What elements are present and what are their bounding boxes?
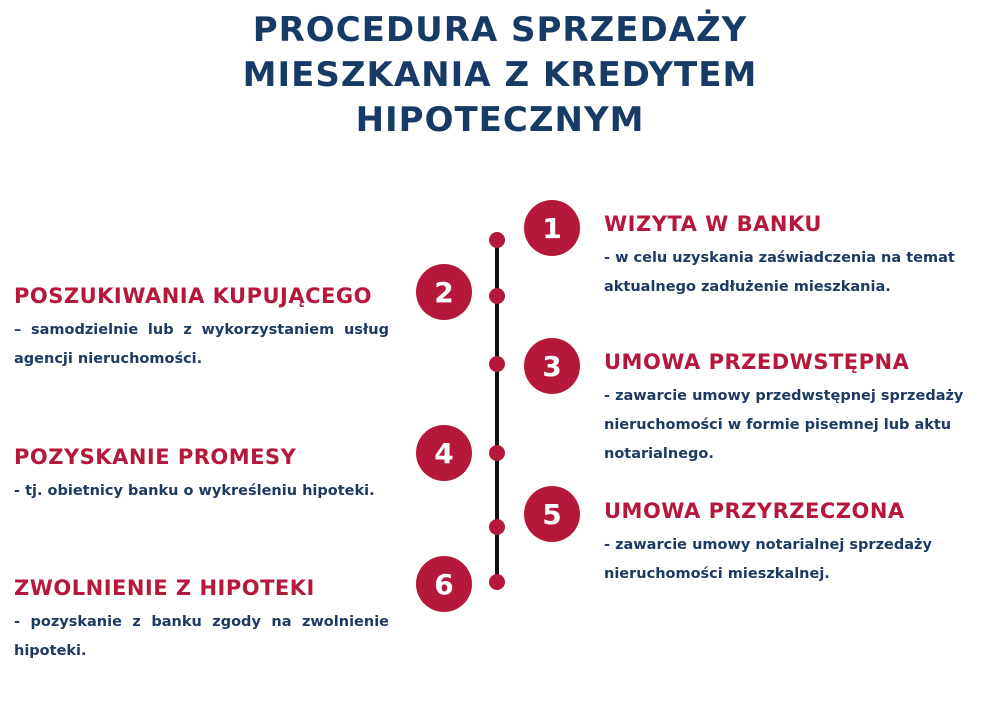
step-6 <box>14 574 389 666</box>
step-5-title: UMOWA PRZYRZECZONA <box>604 499 905 523</box>
timeline-dot <box>489 445 505 461</box>
step-5-description: - zawarcie umowy notarialnej sprzedaży nieruchomości mieszkalnej. <box>604 537 932 582</box>
page-title-line-3: HIPOTECZNYM <box>355 100 645 140</box>
timeline-dot <box>489 519 505 535</box>
step-1-description: - w celu uzyskania zaświadczenia na temat aktualnego zadłużenie mieszkania. <box>604 250 955 295</box>
step-3 <box>604 348 979 469</box>
step-number-badge-4: 4 <box>416 425 472 481</box>
step-6-title: ZWOLNIENIE Z HIPOTEKI <box>14 576 315 600</box>
step-3-title: UMOWA PRZEDWSTĘPNA <box>604 350 910 374</box>
step-number-badge-6: 6 <box>416 556 472 612</box>
timeline-dot <box>489 288 505 304</box>
step-1 <box>604 210 979 302</box>
step-2-description: – samodzielnie lub z wykorzystaniem usług agencji nieruchomości. <box>14 322 389 367</box>
step-4-description: - tj. obietnicy banku o wykreśleniu hipoteki. <box>14 483 375 499</box>
page-title-line-2: MIESZKANIA Z KREDYTEM <box>242 55 758 95</box>
timeline-dot <box>489 232 505 248</box>
step-4-title: POZYSKANIE PROMESY <box>14 445 297 469</box>
step-3-description: - zawarcie umowy przedwstępnej sprzedaży nieruchomości w formie pisemnej lub aktu notarialnego. <box>604 388 964 462</box>
step-2-title: POSZUKIWANIA KUPUJĄCEGO <box>14 284 372 308</box>
step-number-badge-1: 1 <box>524 200 580 256</box>
timeline-dot <box>489 356 505 372</box>
step-4 <box>14 443 389 506</box>
step-6-description: - pozyskanie z banku zgody na zwolnienie hipoteki. <box>14 614 389 659</box>
step-number-badge-3: 3 <box>524 338 580 394</box>
page-title-line-1: PROCEDURA SPRZEDAŻY <box>252 10 748 50</box>
step-number-badge-5: 5 <box>524 486 580 542</box>
step-5 <box>604 497 979 589</box>
step-2 <box>14 282 389 374</box>
timeline-dot <box>489 574 505 590</box>
page-title <box>0 8 1000 143</box>
step-1-title: WIZYTA W BANKU <box>604 212 822 236</box>
step-number-badge-2: 2 <box>416 264 472 320</box>
